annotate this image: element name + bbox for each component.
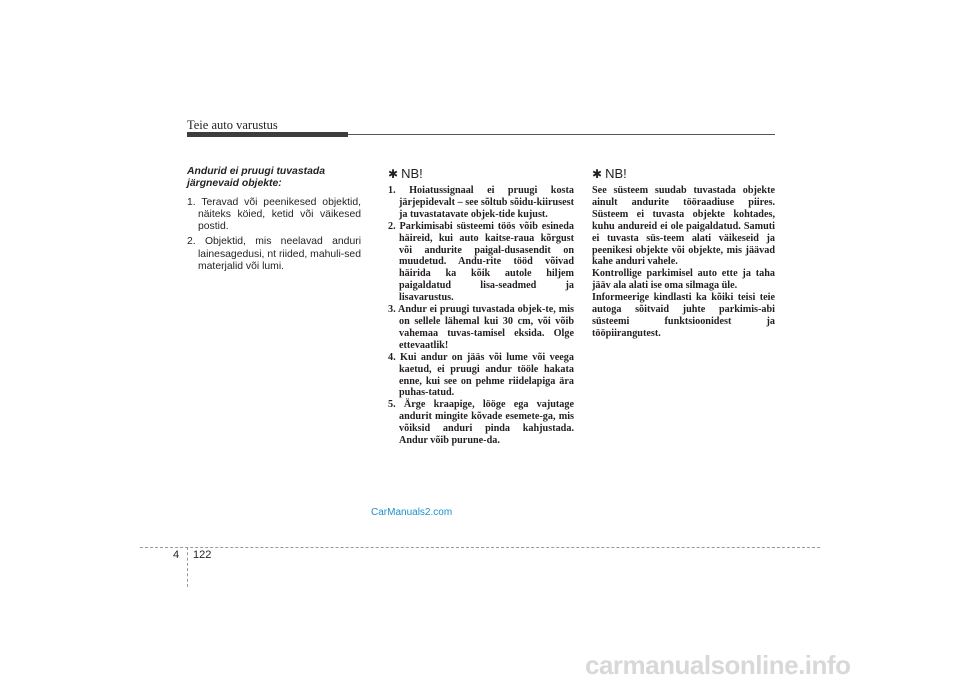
footer-divider <box>187 547 188 587</box>
column-right <box>592 166 775 340</box>
note-title <box>388 166 574 182</box>
list-item: 1. Teravad või peenikesed objektid, näiteks köied, ketid või väikesed postid. <box>187 196 361 233</box>
list-item: 5. Ärge kraapige, lööge ega vajutage andurit mingite kõvade esemete-ga, mis võiksid anduri pinda kahjustada. Andur võib purune-da. <box>388 399 574 447</box>
column-middle <box>388 166 574 447</box>
subheading-line1: Andurid ei pruugi tuvastada <box>187 166 325 177</box>
chapter-number: 4 <box>173 549 180 561</box>
list-item: 2. Objektid, mis neelavad anduri lainesagedusi, nt riided, mahuli-sed materjalid või lumi. <box>187 236 361 273</box>
column-left <box>187 166 361 276</box>
note-list <box>388 185 574 447</box>
note-paragraph: Informeerige kindlasti ka kõiki teisi teie autoga sõitvaid juhte parkimis-abi süsteemi funktsioonidest ja tööpiirangutest. <box>592 292 775 339</box>
list-item: 3. Andur ei pruugi tuvastada objek-te, mis on sellele lähemal kui 30 cm, või võib vahemaa tuvas-tamisel eksida. Olge ettevaatlik! <box>388 304 574 351</box>
list-item: 4. Kui andur on jääs või lume või veega kaetud, ei pruugi andur tööle hakata enne, kui see on pehme riidelapiga ära puhas-tatud. <box>388 351 574 399</box>
header-rule <box>348 134 775 135</box>
objects-list <box>187 197 361 274</box>
page-header-title: Teie auto varustus <box>187 118 278 132</box>
note-paragraph: Kontrollige parkimisel auto ette ja taha jääv ala alati ise oma silmaga üle. <box>592 268 775 292</box>
star-icon: ✱ <box>388 167 399 181</box>
list-item: 2. Parkimisabi süsteemi töös võib esineda häireid, kui auto kaitse-raua kõrgust või andurite paigal-dusasendit on muudetud. Andu-rite tööd võivad häirida ka kõik autole hiljem paigaldatud lisa-seadmed ja lisavarustus. <box>388 220 574 304</box>
note-title <box>592 166 775 182</box>
list-item: 1. Hoiatussignaal ei pruugi kosta järjepidevalt – see sõltub sõidu-kiirusest ja tuvastatavate objek-tide kujust. <box>388 185 574 220</box>
note-title-text: NB! <box>401 166 423 181</box>
watermark-link[interactable]: CarManuals2.com <box>371 507 453 518</box>
star-icon: ✱ <box>592 167 603 181</box>
note-paragraph: See süsteem suudab tuvastada objekte ainult andurite tööraadiuse piires. Süsteem ei tuvasta objekte kohtades, kuhu andureid ei ole paigaldatud. Samuti ei tuvasta süs-teem alati väikeseid ja peenikesi objekte või objekte, mis jäävad kahe anduri vahele. <box>592 185 775 268</box>
note-title-text: NB! <box>605 166 627 181</box>
footer-rule <box>140 547 820 548</box>
subheading-line2: järgnevaid objekte: <box>187 178 282 190</box>
site-watermark: carmanualsonline.info <box>585 650 851 680</box>
page-number: 122 <box>193 549 212 561</box>
header-bar <box>187 132 348 137</box>
